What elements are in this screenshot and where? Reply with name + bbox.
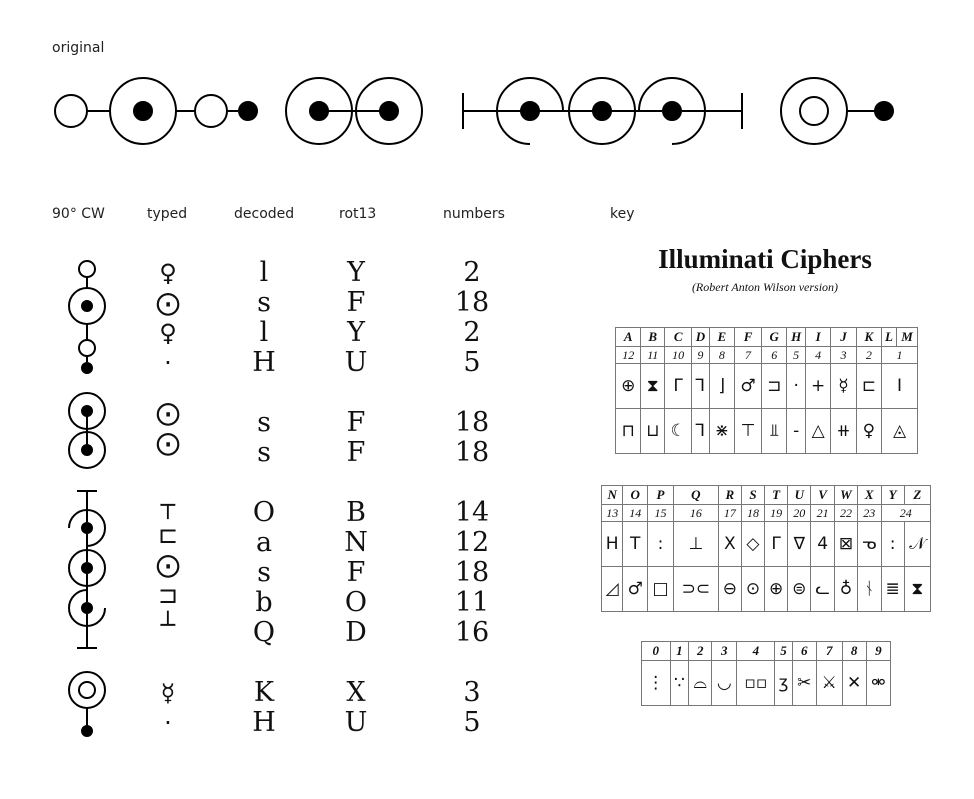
numbers-group-4 [440, 678, 504, 738]
key-glyph: ⊓ [616, 409, 641, 454]
key-number: 9 [692, 347, 709, 364]
rot13-group-3 [336, 498, 376, 648]
key-glyph: + [805, 364, 830, 409]
key-glyph: ᓀ [858, 522, 882, 567]
key-glyph: ⌓ [689, 661, 712, 706]
key-glyph: ⊔ [641, 409, 665, 454]
key-digit: 2 [689, 642, 712, 661]
key-glyph: ⊃⊂ [673, 567, 718, 612]
typed-glyph: · [164, 349, 172, 377]
original-label: original [52, 40, 105, 56]
key-letter: D [692, 328, 709, 347]
key-glyph: ⋮ [642, 661, 671, 706]
key-number: 5 [787, 347, 806, 364]
key-digit: 1 [670, 642, 689, 661]
key-letter: A [616, 328, 641, 347]
key-glyph: ⧗ [641, 364, 665, 409]
decoded-letter: O [252, 497, 276, 528]
key-glyph: · [787, 364, 806, 409]
key-glyph: ♁ [834, 567, 857, 612]
key-glyph: ᓚ [811, 567, 835, 612]
original-glyph-group-4 [781, 78, 893, 144]
rot13-letter: F [346, 437, 366, 468]
number-value: 5 [463, 347, 481, 378]
key-table-digits [641, 641, 891, 706]
key-number: 16 [673, 505, 718, 522]
key-glyph: ⚮ [866, 661, 890, 706]
key-glyph: ∵ [670, 661, 689, 706]
numbers-group-1 [440, 258, 504, 378]
decoded-letter: s [257, 287, 271, 318]
typed-glyph: ⨀ [156, 551, 180, 579]
key-table-a-m [615, 327, 918, 454]
key-glyph: ⚔ [816, 661, 842, 706]
key-letter: T [765, 486, 788, 505]
typed-glyph: ♀ [159, 259, 177, 287]
key-glyph: ⊥ [673, 522, 718, 567]
key-digit: 3 [712, 642, 737, 661]
number-value: 18 [454, 557, 490, 588]
number-value: 5 [463, 707, 481, 738]
number-value: 3 [463, 677, 481, 708]
key-glyph: ◬ [882, 409, 918, 454]
decoded-letter: H [252, 347, 276, 378]
numbers-column-header: numbers [443, 206, 505, 222]
key-glyph: : [881, 522, 904, 567]
key-glyph-row [642, 661, 891, 706]
key-number: 24 [881, 505, 930, 522]
key-glyph: ♀ [856, 409, 881, 454]
rot13-letter: U [344, 347, 368, 378]
key-glyph: : [648, 522, 674, 567]
number-value: 2 [463, 257, 481, 288]
typed-glyph: ⨀ [156, 399, 180, 427]
key-number: 17 [718, 505, 741, 522]
key-digit: 8 [842, 642, 866, 661]
key-number: 22 [834, 505, 857, 522]
number-value: 11 [454, 587, 490, 618]
key-glyph: ᚾ [858, 567, 882, 612]
key-glyph: - [787, 409, 806, 454]
key-glyph: ✕ [842, 661, 866, 706]
rot13-letter: B [346, 497, 366, 528]
key-number: 2 [856, 347, 881, 364]
key-glyph: ◡ [712, 661, 737, 706]
key-letter: W [834, 486, 857, 505]
key-number: 10 [665, 347, 692, 364]
decoded-letter: s [257, 557, 271, 588]
key-letter: O [623, 486, 648, 505]
rot13-letter: O [344, 587, 368, 618]
key-letter: K [856, 328, 881, 347]
typed-column-header: typed [147, 206, 188, 222]
rot13-group-1 [336, 258, 376, 378]
rot13-letter: Y [347, 317, 365, 348]
key-number: 8 [709, 347, 734, 364]
key-subtitle: (Robert Anton Wilson version) [691, 280, 839, 294]
number-value: 18 [454, 407, 490, 438]
key-glyph: ʒ [775, 661, 792, 706]
rot13-letter: F [346, 407, 366, 438]
original-glyph-group-3 [463, 78, 742, 144]
rot13-letter: D [345, 617, 367, 648]
key-letter: F [735, 328, 762, 347]
key-glyph: X [718, 522, 741, 567]
typed-glyph: ⊐ [157, 581, 179, 609]
key-glyph: Γ [665, 364, 692, 409]
decoded-group-2 [244, 408, 284, 468]
key-letter: R [718, 486, 741, 505]
key-glyph: ⧗ [904, 567, 930, 612]
key-glyph: ≣ [881, 567, 904, 612]
cw-column-header: 90° CW [52, 206, 105, 222]
key-glyph: ⋇ [709, 409, 734, 454]
key-letter: I [805, 328, 830, 347]
key-glyph: ⊤ [735, 409, 762, 454]
key-glyph: ▫▫ [737, 661, 775, 706]
original-glyph-group-2 [286, 78, 422, 144]
key-glyph: ⊐ [762, 364, 787, 409]
typed-glyph: ┬ [160, 491, 176, 519]
key-letter: V [811, 486, 835, 505]
key-glyph: ⅂ [692, 364, 709, 409]
number-value: 2 [463, 317, 481, 348]
key-letter: N [602, 486, 623, 505]
key-glyph: ☾ [665, 409, 692, 454]
original-glyph-group-1 [55, 78, 257, 144]
key-letter: J [831, 328, 856, 347]
typed-group-4 [148, 678, 188, 738]
key-glyph-row [602, 522, 931, 567]
key-letter: Y [881, 486, 904, 505]
key-digit: 5 [775, 642, 792, 661]
key-letters-row [616, 328, 918, 347]
key-glyph-row [616, 364, 918, 409]
key-letter: G [762, 328, 787, 347]
typed-glyph: ⨀ [156, 289, 180, 317]
key-glyph: ⊕ [616, 364, 641, 409]
key-letter: P [648, 486, 674, 505]
key-glyph: ◇ [741, 522, 764, 567]
key-digit: 4 [737, 642, 775, 661]
key-letter: U [788, 486, 811, 505]
key-glyph: ♂ [623, 567, 648, 612]
decoded-group-1 [244, 258, 284, 378]
typed-glyph: ┴ [160, 611, 176, 639]
key-number: 14 [623, 505, 648, 522]
key-letter: S [741, 486, 764, 505]
rot13-letter: U [344, 707, 368, 738]
key-number: 21 [811, 505, 835, 522]
key-letter: C [665, 328, 692, 347]
key-glyph: I [882, 364, 918, 409]
key-number: 13 [602, 505, 623, 522]
key-digit: 6 [792, 642, 816, 661]
typed-glyph: ⊏ [157, 521, 179, 549]
typed-glyph: · [164, 709, 172, 737]
decoded-letter: K [253, 677, 275, 708]
key-number: 3 [831, 347, 856, 364]
key-number: 4 [805, 347, 830, 364]
rot13-letter: F [346, 287, 366, 318]
key-number: 7 [735, 347, 762, 364]
key-column-header: key [610, 206, 635, 222]
number-value: 14 [454, 497, 490, 528]
key-glyph-row [616, 409, 918, 454]
number-value: 12 [454, 527, 490, 558]
key-glyph: T [623, 522, 648, 567]
key-digit: 9 [866, 642, 890, 661]
key-letter: M [896, 328, 917, 347]
key-glyph: ♂ [735, 364, 762, 409]
rot13-group-2 [336, 408, 376, 468]
key-letter: B [641, 328, 665, 347]
key-number: 19 [765, 505, 788, 522]
key-glyph: Γ [765, 522, 788, 567]
key-letter: L [882, 328, 897, 347]
key-glyph: ⊜ [788, 567, 811, 612]
key-glyph: ⊏ [856, 364, 881, 409]
key-glyph: ⊠ [834, 522, 857, 567]
decoded-letter: Q [252, 617, 276, 648]
key-glyph: 4 [811, 522, 835, 567]
decoded-column-header: decoded [234, 206, 295, 222]
key-glyph: △ [805, 409, 830, 454]
key-glyph: ⊖ [718, 567, 741, 612]
key-glyph: ✂ [792, 661, 816, 706]
rot13-column-header: rot13 [339, 206, 377, 222]
rot13-letter: X [346, 677, 366, 708]
key-number: 1 [882, 347, 918, 364]
key-number: 12 [616, 347, 641, 364]
key-letter: H [787, 328, 806, 347]
key-glyph: ☿ [831, 364, 856, 409]
key-digits-row [642, 642, 891, 661]
key-glyph: ⌋ [709, 364, 734, 409]
rot13-letter: Y [347, 257, 365, 288]
typed-group-1 [148, 258, 188, 378]
key-glyph: ⊕ [765, 567, 788, 612]
key-table-n-z [601, 485, 931, 612]
rot13-group-4 [336, 678, 376, 738]
number-value: 18 [454, 287, 490, 318]
key-number: 20 [788, 505, 811, 522]
key-glyph: H [602, 522, 623, 567]
number-value: 16 [454, 617, 490, 648]
decoded-letter: s [257, 437, 271, 468]
key-digit: 0 [642, 642, 671, 661]
key-glyph: ◿ [602, 567, 623, 612]
key-letter: E [709, 328, 734, 347]
key-title: Illuminati Ciphers [658, 244, 872, 274]
key-glyph: ⫫ [762, 409, 787, 454]
key-glyph: ⧺ [831, 409, 856, 454]
decoded-letter: l [259, 257, 269, 288]
key-glyph: □ [648, 567, 674, 612]
rotated-glyph-column [69, 261, 105, 736]
typed-glyph: ♀ [159, 319, 177, 347]
key-number: 23 [858, 505, 882, 522]
key-glyph: ⅂ [692, 409, 709, 454]
decoded-group-3 [244, 498, 284, 648]
typed-group-2 [148, 398, 188, 458]
typed-glyph: ⨀ [156, 429, 180, 457]
decoded-letter: H [252, 707, 276, 738]
key-letter: Q [673, 486, 718, 505]
decoded-letter: s [257, 407, 271, 438]
rot13-letter: N [344, 527, 368, 558]
key-letter: X [858, 486, 882, 505]
key-numbers-row [616, 347, 918, 364]
number-value: 18 [454, 437, 490, 468]
key-numbers-row [602, 505, 931, 522]
decoded-letter: b [255, 587, 273, 618]
numbers-group-2 [440, 408, 504, 468]
typed-glyph: ☿ [160, 679, 176, 707]
key-number: 15 [648, 505, 674, 522]
numbers-group-3 [440, 498, 504, 648]
decoded-letter: a [255, 527, 273, 558]
key-digit: 7 [816, 642, 842, 661]
rot13-letter: F [346, 557, 366, 588]
key-glyph: 𝒩 [904, 522, 930, 567]
key-glyph-row [602, 567, 931, 612]
key-number: 11 [641, 347, 665, 364]
key-glyph: ∇ [788, 522, 811, 567]
key-number: 18 [741, 505, 764, 522]
key-glyph: ⊙ [741, 567, 764, 612]
key-number: 6 [762, 347, 787, 364]
key-letter: Z [904, 486, 930, 505]
key-letters-row [602, 486, 931, 505]
decoded-letter: l [259, 317, 269, 348]
typed-group-3 [148, 490, 188, 640]
decoded-group-4 [244, 678, 284, 738]
